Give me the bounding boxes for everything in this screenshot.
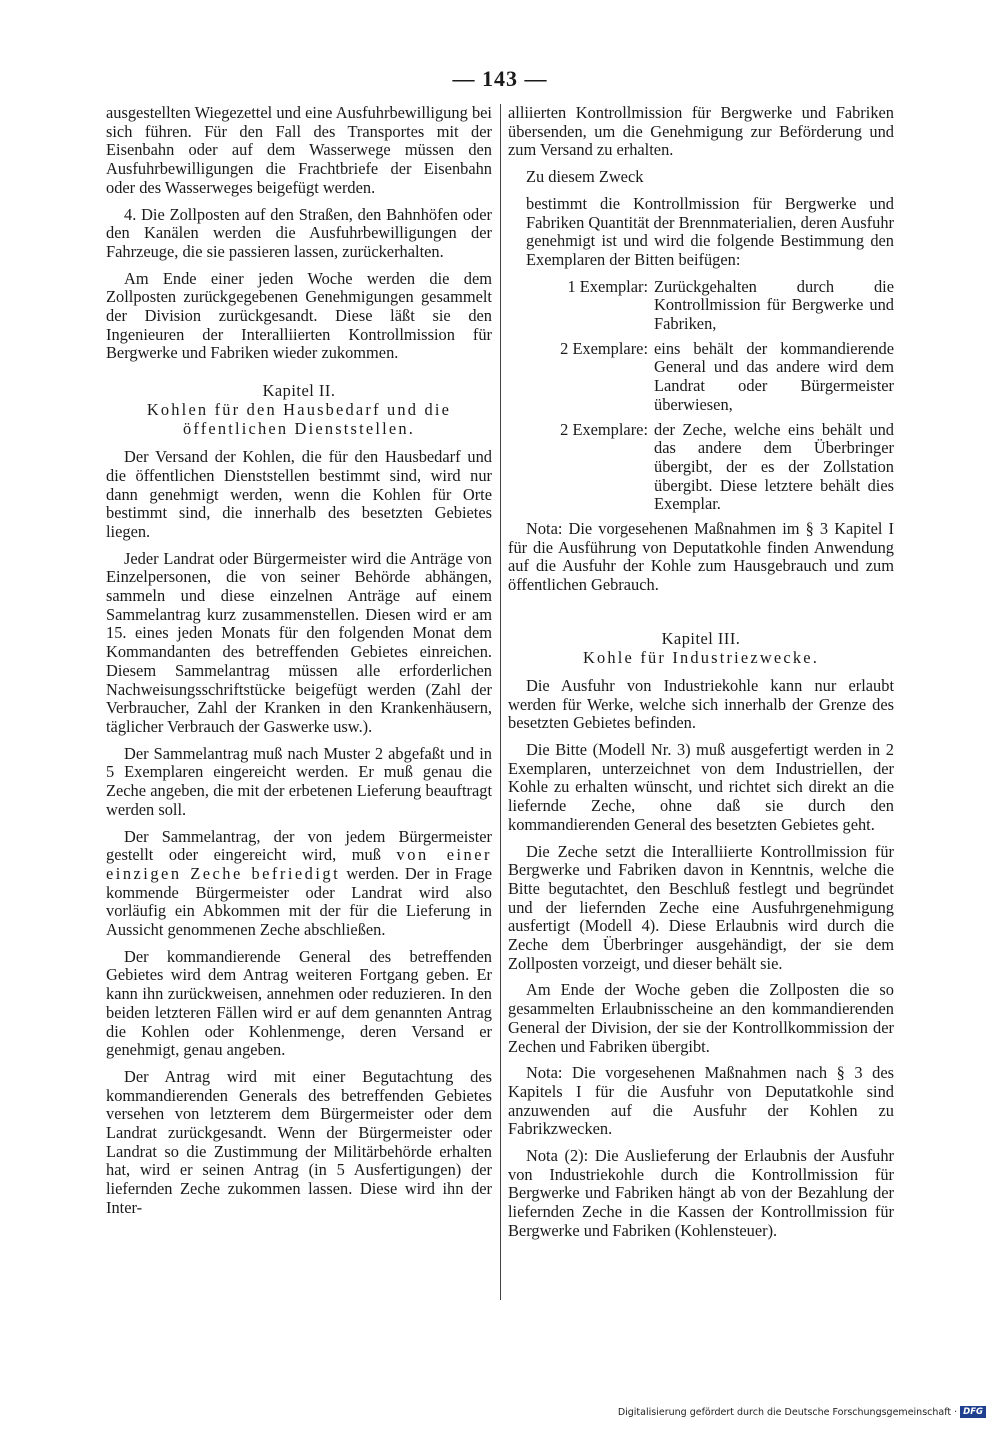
nota-paragraph: Nota: Die vorgesehenen Maßnahmen nach § 3 des Kapitels I für die Ausfuhr von Deputatkohle sind anzuwenden auf die Ausfuhr der Kohlen zu Fabrikzwecken.: [508, 1063, 894, 1139]
chapter-heading: Kapitel III.: [661, 628, 741, 648]
column-divider: [500, 104, 501, 1300]
paragraph: Die Zeche setzt die Interalliierte Kontrollmission für Bergwerke und Fabriken davon in Kenntnis, welche die Bitte begutachtet, den Beschluß festlegt und begründet und der liefernden Zeche eine Ausfuhrgenehmigung ausfertigt (Modell 4). Diese Erlaubnis wird durch die Zeche dem Überbringer ausgehändigt, der sie dem Zollposten vorzeigt, und dieser behält sie.: [508, 841, 894, 973]
paragraph: Der Sammelantrag muß nach Muster 2 abgefaßt und in 5 Exemplaren eingereicht werden. Er muß genau die Zeche angeben, die mit der erbetenen Lieferung beauftragt werden soll.: [106, 743, 492, 819]
paragraph: Die Bitte (Modell Nr. 3) muß ausgefertigt werden in 2 Exemplaren, unterzeichnet von dem Industriellen, der Kohle zu erhalten wünscht, und richtet sich direkt an die liefernde Zeche, ohne daß sie durch den kommandierenden General des besetzten Gebietes geht.: [508, 739, 894, 834]
list-item-label: 2 Exemplare:: [560, 419, 648, 439]
list-item-label: 1 Exemplar:: [567, 276, 648, 296]
paragraph: Jeder Landrat oder Bürgermeister wird die Anträge von Einzelpersonen, die von seiner Behörde abhängen, sammeln und diese einzelnen Anträge auf einem Sammelantrag kurz zusammenstellen. Diesen wird er am 15. eines jeden Monats für den folgenden Monat dem Kommandanten des betreffenden Gebietes einreichen. Diesem Sammelantrag müssen alle erforderlichen Nachweisungsschriftstücke beigefügt werden (Zahl der Verbraucher, Zahl der Kranken in den Krankenhäusern, täglicher Verbrauch der Gaswerke usw.).: [106, 548, 492, 736]
dfg-logo: DFG: [960, 1406, 986, 1418]
paragraph: ausgestellten Wiegezettel und eine Ausfuhrbewilligung bei sich führen. Für den Fall des Transportes mit der Eisenbahn oder auf dem Wasserwege müssen den Ausfuhrbewilligungen die Frachtbriefe der Eisenbahn oder des Wasserweges beigefügt werden.: [106, 103, 492, 197]
credit-text: Digitalisierung gefördert durch die Deutsche Forschungsgemeinschaft ·: [617, 1406, 958, 1418]
nota-paragraph: Nota (2): Die Auslieferung der Erlaubnis der Ausfuhr von Industriekohle durch die Kontrollmission für Bergwerke und Fabriken hängt ab von der Bezahlung der liefernden Zeche in die Kassen der Kontrollmission für Bergwerke und Fabriken (Kohlensteuer).: [508, 1146, 894, 1240]
paragraph: Der Antrag wird mit einer Begutachtung des kommandierenden Generals des betreffenden Gebietes versehen von letzterem dem Bürgermeister oder dem Landrat zurückgesandt. Wenn der Bürgermeister oder Landrat so die Zustimmung der Militärbehörde erhalten hat, wird er seinen Antrag (in 5 Ausfertigungen) der liefernden Zeche zukommen lassen. Diese wird ihn der Inter-: [106, 1066, 492, 1217]
paragraph: 4. Die Zollposten auf den Straßen, den Bahnhöfen oder den Kanälen werden die Ausfuhrbewilligungen der Fahrzeuge, die sie passieren lassen, zurückerhalten.: [106, 204, 492, 261]
list-item: [526, 278, 894, 334]
right-column: [508, 104, 894, 1249]
list-item-label: 2 Exemplare:: [560, 338, 648, 358]
paragraph: Zu diesem Zweck: [526, 167, 644, 187]
paragraph: Der kommandierende General des betreffenden Gebietes wird dem Antrag weiteren Fortgang geben. Er kann ihn zurückweisen, annehmen oder reduzieren. In den beiden letzteren Fällen wird er auf dem genannten Antrag die Kohlen oder Kohlenmenge, deren Versand er genehmigt, genau angeben.: [106, 946, 492, 1060]
list-item-text: Zurückgehalten durch die Kontrollmission für Bergwerke und Fabriken,: [654, 276, 894, 334]
chapter-heading: Kapitel II.: [262, 381, 336, 401]
paragraph: Der Versand der Kohlen, die für den Hausbedarf und die öffentlichen Dienststellen bestimmt sind, wird nur dann genehmigt werden, wenn die Kohlen für Orte bestimmt sind, die innerhalb des besetzten Gebietes liegen.: [106, 447, 492, 541]
list-item: [526, 340, 894, 415]
list-item-text: eins behält der kommandierende General und das andere wird dem Landrat oder Bürgermeister überwiesen,: [654, 338, 894, 414]
paragraph: [106, 828, 492, 940]
paragraph-text: Der Sammelantrag, der von jedem Bürgermeister gestellt oder eingereicht wird, muß: [106, 826, 492, 865]
paragraph-text: werden. Der in Frage kommende Bürgermeister oder Landrat wird also vorläufig ein Abkommen mit der für die Lieferung in Aussicht genommenen Zeche abschließen.: [106, 863, 492, 940]
left-column: [106, 104, 492, 1226]
nota-paragraph: Nota: Die vorgesehenen Maßnahmen im § 3 Kapitel I für die Ausführung von Deputatkohle finden Anwendung auf die Ausfuhr der Kohle zum Hausgebrauch und zum öffentlichen Gebrauch.: [508, 519, 894, 595]
list-item-text: der Zeche, welche eins behält und das andere dem Überbringer übergibt, der es der Zollstation übergibt. Diese letztere behält dies Exemplar.: [654, 419, 894, 514]
paragraph: alliierten Kontrollmission für Bergwerke und Fabriken übersenden, um die Genehmigung zur Beförderung und zum Versand zu erhalten.: [508, 103, 894, 160]
paragraph: bestimmt die Kontrollmission für Bergwerke und Fabriken Quantität der Brennmaterialien, deren Ausfuhr genehmigt ist und wird die folgende Bestimmung den Exemplaren der Bitten beifügen:: [526, 193, 894, 269]
digitization-credit: [618, 1406, 986, 1418]
paragraph: Die Ausfuhr von Industriekohle kann nur erlaubt werden für Werke, welche sich innerhalb der Grenze des besetzten Gebietes befinden.: [508, 675, 894, 733]
paragraph: Am Ende der Woche geben die Zollposten die so gesammelten Erlaubnisscheine an den kommandierenden General der Division, der sie der Kontrollkommission der Zechen und Fabriken übergibt.: [508, 980, 894, 1056]
emphasized-text: von einer einzigen Zeche befriedigt: [106, 845, 492, 883]
chapter-subheading: Kohlen für den Hausbedarf und die öffentlichen Dienststellen.: [146, 400, 452, 439]
paragraph: Am Ende einer jeden Woche werden die dem Zollposten zurückgegebenen Genehmigungen gesammelt der Division zurückgesandt. Diese läßt sie den Ingenieuren der Interalliierten Kontrollmission für Bergwerke und Fabriken wieder zukommen.: [106, 268, 492, 363]
indented-block: [526, 195, 894, 514]
list-item: [526, 421, 894, 515]
chapter-subheading: Kohle für Industriezwecke.: [582, 647, 820, 667]
page-number: — 143 —: [452, 66, 548, 91]
